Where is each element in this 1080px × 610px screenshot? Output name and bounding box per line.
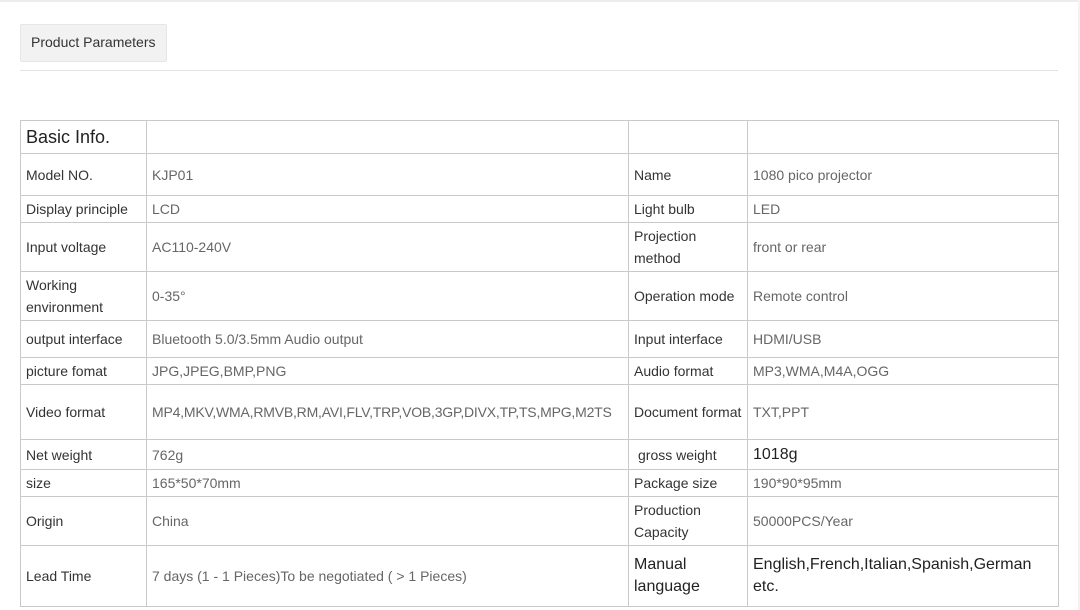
param-label: Working environment	[21, 272, 147, 321]
basic-info-heading: Basic Info.	[21, 121, 147, 154]
param-label: Projection method	[629, 223, 748, 272]
param-value: KJP01	[147, 154, 629, 196]
empty-cell	[147, 121, 629, 154]
param-label: Net weight	[21, 440, 147, 470]
table-row	[21, 154, 1059, 196]
param-label: gross weight	[629, 440, 748, 470]
table-row	[21, 546, 1059, 607]
param-value: 762g	[147, 440, 629, 470]
top-divider	[0, 0, 1080, 2]
table-row	[21, 358, 1059, 385]
table-row	[21, 223, 1059, 272]
param-label: Document format	[629, 385, 748, 440]
param-label: Name	[629, 154, 748, 196]
table-row	[21, 196, 1059, 223]
empty-cell	[748, 121, 1059, 154]
param-label: Operation mode	[629, 272, 748, 321]
table-row	[21, 385, 1059, 440]
param-value: LED	[748, 196, 1059, 223]
table-row	[21, 470, 1059, 497]
table-row-heading	[21, 121, 1059, 154]
param-value: 1018g	[748, 440, 1059, 470]
param-value: HDMI/USB	[748, 321, 1059, 358]
param-value: 50000PCS/Year	[748, 497, 1059, 546]
param-label: Input interface	[629, 321, 748, 358]
tab-bar	[20, 24, 1058, 71]
param-value: LCD	[147, 196, 629, 223]
param-value: China	[147, 497, 629, 546]
param-label: Lead Time	[21, 546, 147, 607]
param-label: output interface	[21, 321, 147, 358]
param-value: Remote control	[748, 272, 1059, 321]
param-value: JPG,JPEG,BMP,PNG	[147, 358, 629, 385]
param-label: Package size	[629, 470, 748, 497]
param-value: AC110-240V	[147, 223, 629, 272]
param-value: 190*90*95mm	[748, 470, 1059, 497]
table-row	[21, 440, 1059, 470]
param-label: Manual language	[629, 546, 748, 607]
param-value: 165*50*70mm	[147, 470, 629, 497]
product-parameters-table	[20, 120, 1059, 607]
param-value: MP4,MKV,WMA,RMVB,RM,AVI,FLV,TRP,VOB,3GP,DIVX,TP,TS,MPG,M2TS	[147, 385, 629, 440]
empty-cell	[629, 121, 748, 154]
param-value: front or rear	[748, 223, 1059, 272]
table-row	[21, 497, 1059, 546]
param-value: Bluetooth 5.0/3.5mm Audio output	[147, 321, 629, 358]
param-label: size	[21, 470, 147, 497]
param-value: English,French,Italian,Spanish,German etc.	[748, 546, 1059, 607]
param-value: 1080 pico projector	[748, 154, 1059, 196]
param-value: TXT,PPT	[748, 385, 1059, 440]
param-label: picture fomat	[21, 358, 147, 385]
param-value: 0-35°	[147, 272, 629, 321]
param-label: Input voltage	[21, 223, 147, 272]
tab-product-parameters[interactable]: Product Parameters	[20, 24, 167, 62]
param-label: Model NO.	[21, 154, 147, 196]
param-label: Audio format	[629, 358, 748, 385]
table-row	[21, 272, 1059, 321]
table-row	[21, 321, 1059, 358]
param-label: Video format	[21, 385, 147, 440]
param-label: Origin	[21, 497, 147, 546]
param-value: MP3,WMA,M4A,OGG	[748, 358, 1059, 385]
param-label: Light bulb	[629, 196, 748, 223]
param-label: Production Capacity	[629, 497, 748, 546]
param-value: 7 days (1 - 1 Pieces)To be negotiated ( > 1 Pieces)	[147, 546, 629, 607]
param-label: Display principle	[21, 196, 147, 223]
